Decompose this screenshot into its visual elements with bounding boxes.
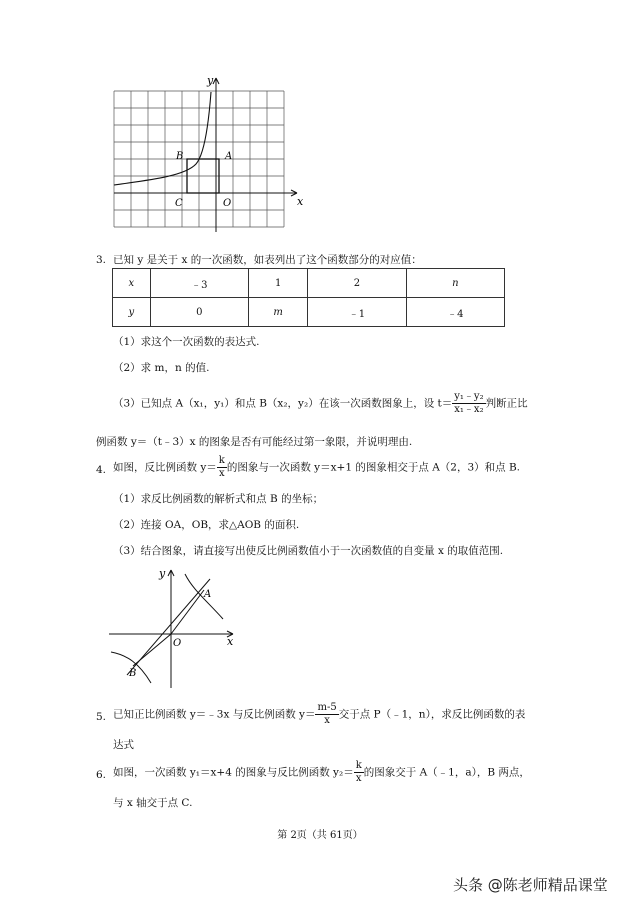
value-table [112,268,505,327]
q4-stem-b: 的图象与一次函数 y＝x+1 的图象相交于点 A（2，3）和点 B. [226,461,521,474]
table-row [113,269,505,298]
q3-part3-text-a: （3）已知点 A（x₁，y₁）和点 B（x₂，y₂）在该一次函数图象上，设 t＝ [113,397,453,410]
table-cell: y [113,298,151,327]
fraction-numerator: k [218,455,225,466]
watermark: 头条 @陈老师精品课堂 [453,876,608,894]
label-A: A [204,589,212,600]
table-cell: ﹣4 [406,298,504,327]
q4-part2: （2）连接 OA，OB，求△AOB 的面积. [113,519,300,531]
q3-part1: （1）求这个一次函数的表达式. [113,336,260,348]
table-cell: ﹣3 [150,269,248,298]
q4-part1: （1）求反比例函数的解析式和点 B 的坐标； [113,493,324,505]
q6-stem [113,761,530,784]
hyperbola-curve [114,92,211,185]
label-B: B [129,668,137,679]
q3-part3-text-b: 判断正比 [485,397,528,410]
q4-stem-a: 如图，反比例函数 y＝ [113,461,217,474]
fraction-denominator: x [218,468,225,479]
q3-part3-line [113,392,528,415]
q6-fraction [354,761,364,784]
q5-stem [113,703,525,726]
q6-number: 6. [96,769,107,781]
fraction-numerator: k [355,760,362,771]
label-O: O [173,638,182,649]
q6-stem-b: 的图象交于 A（﹣1，a），B 两点， [363,766,530,779]
segment-OB [133,634,171,666]
label-y: y [207,74,214,87]
label-O: O [223,198,232,209]
q4-stem [113,456,520,479]
label-C: C [175,198,183,209]
q5-number: 5. [96,711,107,723]
q6-stem-cont: 与 x 轴交于点 C. [113,797,193,809]
table-cell: x [113,269,151,298]
page-footer: 第 2页（共 61页） [277,830,363,841]
table-row [113,298,505,327]
fraction-denominator: x₁﹣x₂ [454,404,484,415]
q3-part3-fraction [452,392,485,415]
table-cell: m [248,298,307,327]
q3-stem: 已知 y 是关于 x 的一次函数，如表列出了这个函数部分的对应值： [113,254,422,266]
q5-stem-b: 交于点 P（﹣1，n），求反比例函数的表 [338,708,526,721]
segment-OA [171,590,204,634]
q5-stem-cont: 达式 [113,739,134,751]
label-B: B [176,151,184,162]
q3-part3-cont: 例函数 y＝（t﹣3）x 的图象是否有可能经过第一象限，并说明理由. [96,436,413,448]
figure-hyperbola-line [105,565,240,692]
q6-stem-a: 如图，一次函数 y₁＝x+4 的图象与反比例函数 y₂＝ [113,766,354,779]
label-x: x [227,635,234,648]
fraction-denominator: x [324,715,330,726]
fraction-numerator: m-5 [317,702,337,713]
axes [109,570,233,688]
table-cell: 0 [150,298,248,327]
q4-number: 4. [96,464,107,476]
table-cell: 2 [308,269,406,298]
q5-stem-a: 已知正比例函数 y＝﹣3x 与反比例函数 y＝ [113,708,316,721]
label-x: x [297,195,304,208]
label-A: A [225,151,233,162]
table-cell: n [406,269,504,298]
axes [114,78,297,232]
table-cell: ﹣1 [308,298,406,327]
figure-grid-hyperbola [100,72,310,237]
q3-part2: （2）求 m，n 的值. [113,362,210,374]
q4-fraction [217,456,227,479]
table-cell: 1 [248,269,307,298]
fraction-denominator: x [355,773,362,784]
q4-part3: （3）结合图象，请直接写出使反比例函数值小于一次函数值的自变量 x 的取值范围. [113,545,504,557]
q3-number: 3. [96,254,107,266]
q5-fraction [315,703,338,726]
label-y: y [159,567,166,580]
fraction-numerator: y₁﹣y₂ [454,391,484,402]
